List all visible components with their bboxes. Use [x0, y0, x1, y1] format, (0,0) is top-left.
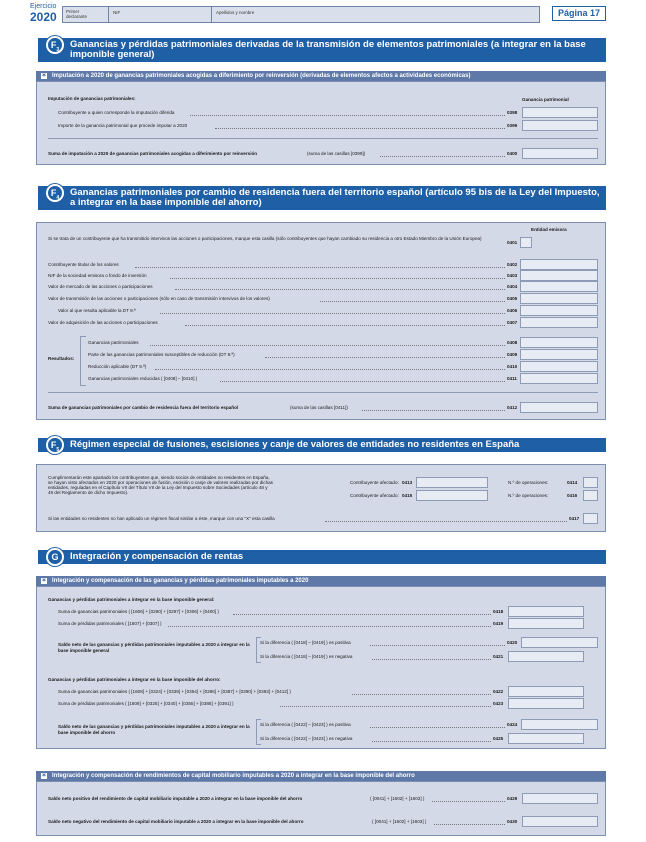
- box-0409[interactable]: [520, 349, 598, 360]
- box-0418[interactable]: [508, 606, 584, 617]
- f3-row-label: Importe de la ganancia patrimonial que procede imputar a 2020: [58, 123, 188, 128]
- name-label: Apellidos y nombre: [216, 10, 255, 15]
- box-code: 0416: [567, 493, 578, 498]
- box-0416[interactable]: [583, 490, 598, 501]
- f4-title: Ganancias patrimoniales por cambio de residencia fuera del territorio español (artículo 95 bis de la Ley del Impuesto, a integrar en la base imponible del ahorro): [38, 186, 606, 210]
- g-general-label: Ganancias y pérdidas patrimoniales a integrar en la base imponible general:: [48, 597, 215, 602]
- box-code: 0411: [507, 376, 517, 381]
- f4-row-label: Valor de transmisión de las acciones o participaciones (sólo en caso de transmisión intervivos de los valores): [48, 296, 270, 301]
- box-code: 0413: [402, 480, 413, 485]
- f5-title: Régimen especial de fusiones, escisiones y canje de valores de entidades no residentes en España: [38, 438, 606, 452]
- f3-sum-label: Suma de imputación a 2020 de ganancias patrimoniales acogidas a diferimiento por reinversión: [48, 151, 258, 156]
- box-code: 0424: [507, 722, 518, 727]
- f4-row-label: Contribuyente titular de los valores: [48, 262, 119, 267]
- g-cap-row-label: Saldo neto positivo del rendimiento de capital mobiliario imputable a 2020 a integrar en la base imponible del ahorro: [48, 796, 303, 801]
- g-row-label: Si la diferencia ( [0418] – [0419] ) es negativa: [260, 654, 353, 659]
- f5-intro-line: Cumplimentarán este apartado los contribuyentes que, siendo socios de entidades no residentes en España,: [48, 475, 270, 480]
- f3-badge: $F_3$: [46, 36, 64, 54]
- box-0405[interactable]: [520, 293, 598, 304]
- box-code: 0404: [507, 284, 518, 289]
- box-0411[interactable]: [520, 373, 598, 384]
- box-code: 0412: [507, 405, 518, 410]
- box-code: 0405: [507, 296, 518, 301]
- box-code: 0422: [493, 689, 504, 694]
- box-0413[interactable]: [416, 477, 488, 488]
- f5-operaciones-label: N.º de operaciones:: [508, 493, 549, 498]
- f4-badge: $F_4$: [46, 184, 64, 202]
- g-subheader-2: ✶ Integración y compensación de rendimientos de capital mobiliario imputables a 2020 a integrar en la base imponible del ahorro: [36, 771, 606, 781]
- f4-row-label: Valor de mercado de las acciones o participaciones: [48, 284, 153, 289]
- f3-subheader: ✶ Imputación a 2020 de ganancias patrimoniales acogidas a diferimiento por reinversión (derivadas de elementos afectos a actividades económicas): [36, 71, 606, 81]
- g-cap-row-note: ( [0041] + [1602] + [1603] ): [370, 796, 425, 801]
- box-code: 0401: [507, 240, 518, 245]
- box-0425[interactable]: [508, 733, 584, 744]
- f5-operaciones-label: N.º de operaciones:: [508, 480, 549, 485]
- box-code: 0421: [493, 654, 504, 659]
- g-row-label: Si la diferencia ( [0418] – [0419] ) es positiva: [260, 640, 351, 645]
- box-code: 0403: [507, 273, 518, 278]
- f4-results-label: Resultados:: [48, 356, 75, 361]
- box-0423[interactable]: [508, 698, 584, 709]
- box-code: 0429: [507, 796, 518, 801]
- page-number: Página 17: [552, 6, 606, 21]
- f3-col-header: Ganancia patrimonial: [522, 97, 569, 102]
- box-code: 0406: [507, 308, 518, 313]
- g-row-label: Suma de ganancias patrimoniales ( [1608] + [0324] + [0339] + [0354] + [0386] + [0387] + [0390] + [0393] + [0412] ): [58, 689, 291, 694]
- f3-row-label: Contribuyente a quien corresponde la imputación diferida: [58, 110, 175, 115]
- g-badge: G: [46, 548, 64, 566]
- box-code: 0409: [507, 352, 518, 357]
- f4-result-label: Ganancias patrimoniales reducidas ( [0408] – [0410] ): [88, 376, 198, 381]
- g-ahorro-label: Ganancias y pérdidas patrimoniales a integrar en la base imponible del ahorro:: [48, 677, 221, 682]
- box-0408[interactable]: [520, 337, 598, 348]
- box-0414[interactable]: [583, 477, 598, 488]
- exercise-year: 2020: [30, 10, 57, 24]
- f4-col-header: Entidad emisora: [531, 227, 567, 232]
- box-0401[interactable]: [520, 237, 532, 248]
- box-code: 0399: [507, 123, 518, 128]
- primer-declarante-label: Primer declarante: [66, 9, 88, 19]
- box-0403[interactable]: [520, 270, 598, 281]
- box-code: 0398: [507, 110, 518, 115]
- box-0400[interactable]: [522, 148, 598, 159]
- box-0406[interactable]: [520, 305, 598, 316]
- g-row-label: Suma de pérdidas patrimoniales ( [1607] + [0307] ): [58, 621, 162, 626]
- g-row-label: Suma de pérdidas patrimoniales ( [1609] + [0325] + [0340] + [0355] + [0388] + [0391] ): [58, 701, 234, 706]
- box-code: 0402: [507, 262, 518, 267]
- box-0417[interactable]: [583, 513, 598, 524]
- box-0402[interactable]: [520, 259, 598, 270]
- g-row-label: Suma de ganancias patrimoniales ( [1606] + [0290] + [0297] + [0306] + [0400] ): [58, 609, 219, 614]
- f4-result-label: Ganancias patrimoniales: [88, 340, 139, 345]
- g-cap-row-note: ( [0041] + [1602] + [1603] ): [372, 819, 427, 824]
- box-0422[interactable]: [508, 686, 584, 697]
- f5-intro-line: 49 del Reglamento de dicho Impuesto).: [48, 490, 129, 495]
- g-title: Integración y compensación de rentas: [38, 550, 606, 564]
- exercise-label: Ejercicio: [30, 3, 57, 10]
- box-code: 0418: [493, 609, 504, 614]
- f5-contribuyente-label: Contribuyente afectado:: [350, 480, 399, 485]
- f3-group-label: Imputación de ganancias patrimoniales:: [48, 96, 136, 101]
- f4-row-label: NIF de la sociedad emisora o fondo de inversión: [48, 273, 147, 278]
- f4-intro: Si se trata de un contribuyente que ha transmitido intervivos las acciones o participaciones, marque esta casilla (sólo contribuyentes que hayan cambiado su residencia a otro Estado Miembro de la Unión Europea): [48, 236, 482, 241]
- f5-contribuyente-label: Contribuyente afectado:: [350, 493, 399, 498]
- box-0415[interactable]: [416, 490, 488, 501]
- g-saldo-general-label: Saldo neto de las ganancias y pérdidas patrimoniales imputables a 2020 a integrar en la base imponible general: [58, 642, 250, 653]
- box-0410[interactable]: [520, 361, 598, 372]
- box-code: 0419: [493, 621, 504, 626]
- f4-result-label: Reducción aplicable (DT 9.ª): [88, 364, 147, 369]
- f4-sum-label: Suma de ganancias patrimoniales por cambio de residencia fuera del territorio español: [48, 405, 239, 410]
- box-0399[interactable]: [522, 120, 598, 131]
- box-code: 0430: [507, 819, 518, 824]
- f4-row-label: Valor de adquisición de las acciones o participaciones: [48, 320, 158, 325]
- g-panel-2: [36, 781, 606, 836]
- g-row-label: Si la diferencia ( [0422] – [0423] ) es positiva: [260, 722, 351, 727]
- box-0412[interactable]: [520, 402, 598, 413]
- box-code: 0423: [493, 701, 504, 706]
- box-code: 0410: [507, 364, 518, 369]
- g-cap-row-label: Saldo neto negativo del rendimiento de capital mobiliario imputable a 2020 a integrar en la base imponible del ahorro: [48, 819, 304, 824]
- f5-intro-line: se hayan visto afectados en 2020 por operaciones de fusión, escisión o canje de valores realizadas por dichas: [48, 480, 273, 485]
- box-0424[interactable]: [521, 719, 598, 730]
- box-code: 0420: [507, 640, 518, 645]
- nif-label: NIF: [113, 10, 121, 15]
- box-code: 0417: [569, 516, 580, 521]
- f4-row-label: Valor al que resulta aplicable la DT 9.ª: [58, 308, 136, 313]
- g-row-label: Si la diferencia ( [0422] – [0423] ) es negativa: [260, 736, 353, 741]
- box-0421[interactable]: [508, 651, 584, 662]
- box-0398[interactable]: [522, 107, 598, 118]
- f5-badge: $F_5$: [46, 436, 64, 454]
- f4-sum-note: (suma de las casillas [0411]): [290, 405, 348, 410]
- box-code: 0407: [507, 320, 518, 325]
- box-0407[interactable]: [520, 317, 598, 328]
- box-code: 0415: [402, 493, 413, 498]
- box-0420[interactable]: [521, 637, 598, 648]
- box-0429[interactable]: [522, 793, 598, 804]
- box-0430[interactable]: [522, 816, 598, 827]
- f3-sum-note: (suma de las casillas [0399]): [307, 151, 366, 156]
- box-code: 0414: [567, 480, 578, 485]
- g-saldo-ahorro-label: Saldo neto de las ganancias y pérdidas patrimoniales imputables a 2020 a integrar en la base imponible del ahorro: [58, 724, 250, 735]
- taxpayer-id-box: [62, 6, 540, 23]
- box-code: 0425: [493, 736, 504, 741]
- f3-title: Ganancias y pérdidas patrimoniales derivadas de la transmisión de elementos patrimoniales (a integrar en la base imponible general): [38, 38, 606, 62]
- f4-result-label: Parte de las ganancias patrimoniales susceptibles de reducción (DT 9.ª): [88, 352, 235, 357]
- box-0419[interactable]: [508, 618, 584, 629]
- box-code: 0400: [507, 151, 518, 156]
- box-code: 0408: [507, 340, 518, 345]
- f5-intro-line: entidades, reguladas en el Capítulo VII del Título VII de la Ley del Impuesto sobre Sociedades (artículo 48 y: [48, 485, 268, 490]
- g-subheader-1: ✶ Integración y compensación de las ganancias y pérdidas patrimoniales imputables a 2020: [36, 576, 606, 586]
- box-0404[interactable]: [520, 281, 598, 292]
- f5-check-label: Si las entidades no residentes no han aplicado un régimen fiscal similar a éste, marque con una "X" esta casilla: [48, 516, 275, 521]
